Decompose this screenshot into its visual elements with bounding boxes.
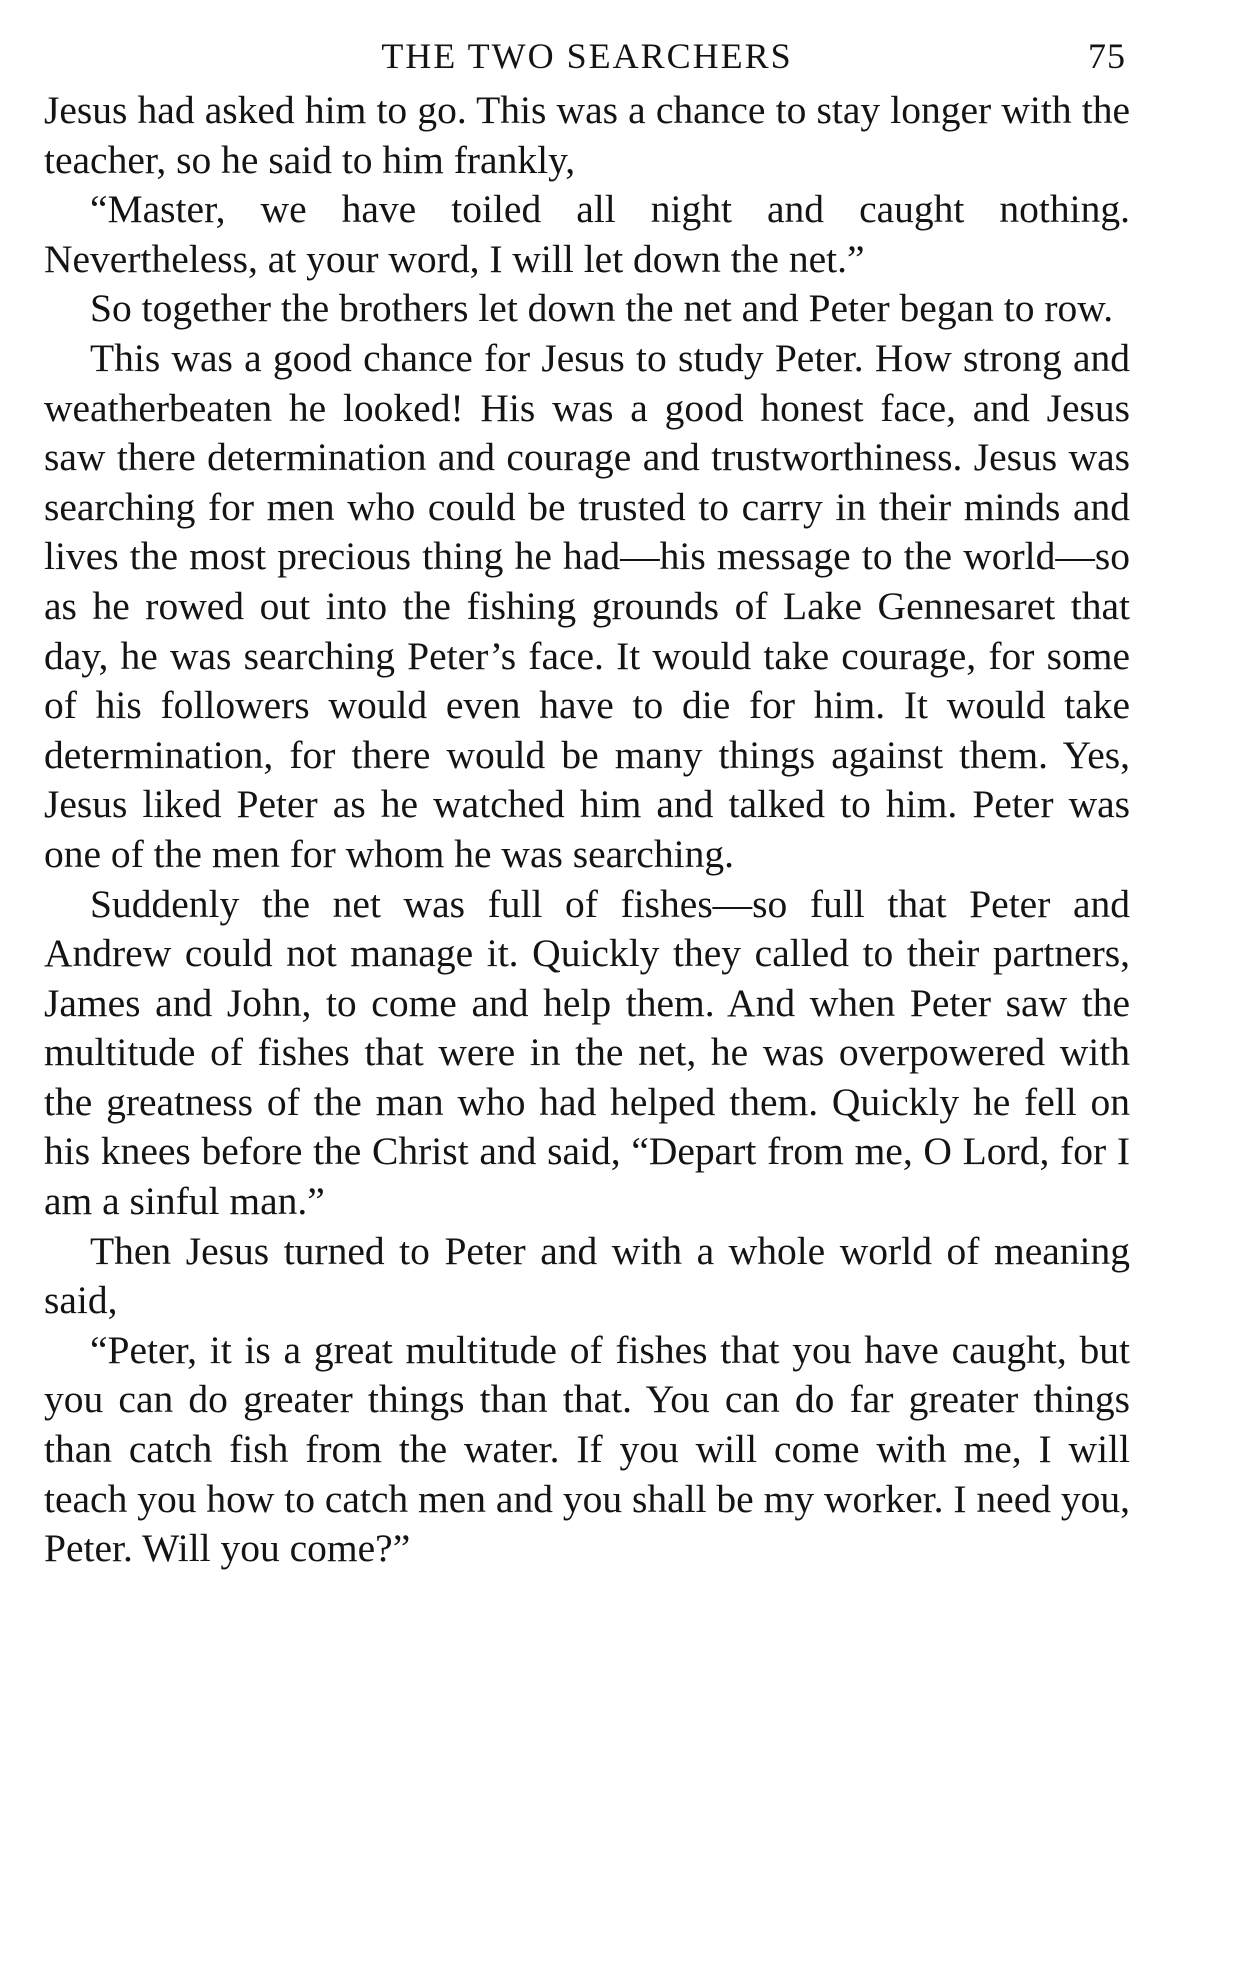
- paragraph-4: This was a good chance for Jesus to study Peter. How strong and weatherbeaten he looked! His was a good honest face, and Jesus saw there determination and courage and trustworthiness. Jesus was searching for men who could be trusted to carry in their minds and lives the most precious thing he had—his message to the world—so as he rowed out into the fishing grounds of Lake Gennesaret that day, he was searching Peter’s face. It would take courage, for some of his followers would even have to die for him. It would take determination, for there would be many things against them. Yes, Jesus liked Peter as he watched him and talked to him. Peter was one of the men for whom he was searching.: [44, 335, 1130, 876]
- book-page: [44, 28, 1130, 1574]
- paragraph-6: Then Jesus turned to Peter and with a whole world of meaning said,: [44, 1228, 1130, 1323]
- paragraph-3: So together the brothers let down the net and Peter began to row.: [90, 286, 1114, 331]
- body-text: [44, 86, 1130, 1574]
- chapter-title: THE TWO SEARCHERS: [381, 36, 793, 76]
- page-number: 75: [1088, 36, 1126, 76]
- paragraph-7: “Peter, it is a great multitude of fishes that you have caught, but you can do greater things than that. You can do far greater things than catch fish from the water. If you will come with me, I will teach you how to catch men and you shall be my worker. I need you, Peter. Will you come?”: [44, 1327, 1130, 1571]
- paragraph-5: Suddenly the net was full of fishes—so full that Peter and Andrew could not manage it. Quickly they called to their partners, James and John, to come and help them. And when Peter saw the multitude of fishes that were in the net, he was overpowered with the greatness of the man who had helped them. Quickly he fell on his knees before the Christ and said, “Depart from me, O Lord, for I am a sinful man.”: [44, 881, 1130, 1224]
- running-head: [44, 28, 1130, 84]
- paragraph-2: “Master, we have toiled all night and caught nothing. Nevertheless, at your word, I will let down the net.”: [44, 187, 1130, 281]
- paragraph-1: Jesus had asked him to go. This was a chance to stay longer with the teacher, so he said to him frankly,: [44, 88, 1130, 182]
